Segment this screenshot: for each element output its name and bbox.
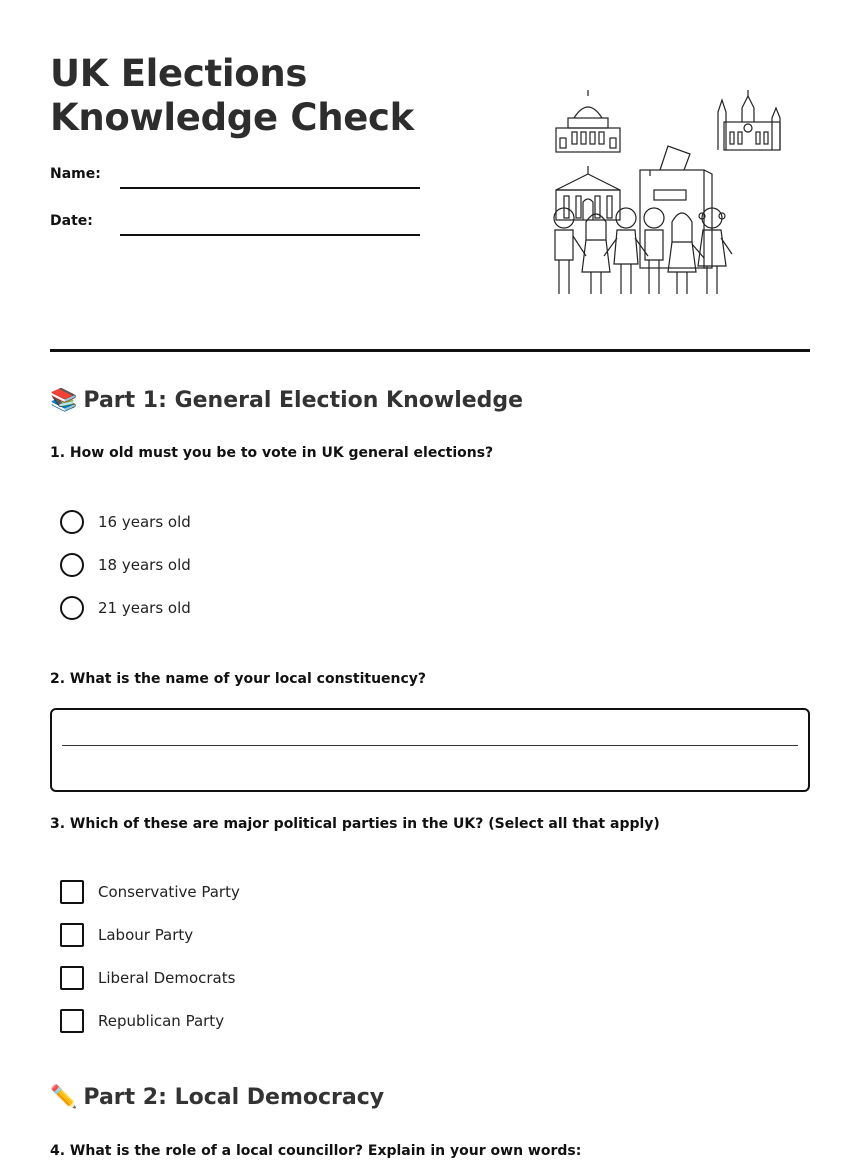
part2-heading-text: Part 2: Local Democracy <box>83 1085 385 1110</box>
q3-option-republican[interactable] <box>60 1008 224 1034</box>
option-label: 21 years old <box>98 599 191 617</box>
option-label: Liberal Democrats <box>98 969 236 987</box>
checkbox[interactable] <box>60 1009 84 1033</box>
question-2: 2. What is the name of your local constituency? <box>50 671 427 687</box>
page-title: UK Elections Knowledge Check <box>50 52 414 139</box>
option-label: 16 years old <box>98 513 191 531</box>
books-icon: 📚 <box>50 388 78 413</box>
q3-option-labour[interactable] <box>60 922 193 948</box>
option-label: Republican Party <box>98 1012 225 1030</box>
town-hall-icon <box>556 166 620 220</box>
constituency-answer-box[interactable] <box>50 708 810 792</box>
section-divider <box>50 349 810 352</box>
date-line[interactable] <box>120 234 420 236</box>
q3-option-conservative[interactable] <box>60 879 240 905</box>
checkbox[interactable] <box>60 966 84 990</box>
radio-button[interactable] <box>60 553 84 577</box>
name-label: Name: <box>50 166 101 182</box>
election-illustration <box>550 88 790 303</box>
question-4: 4. What is the role of a local councillor? Explain in your own words: <box>50 1143 582 1159</box>
ballot-box-icon <box>640 146 712 268</box>
pencil-icon: ✏️ <box>50 1085 78 1110</box>
q1-option-18[interactable] <box>60 552 191 578</box>
cathedral-icon <box>718 90 780 150</box>
radio-button[interactable] <box>60 596 84 620</box>
question-1: 1. How old must you be to vote in UK general elections? <box>50 445 494 461</box>
date-label: Date: <box>50 213 93 229</box>
question-3: 3. Which of these are major political parties in the UK? (Select all that apply) <box>50 816 660 832</box>
q3-option-libdem[interactable] <box>60 965 235 991</box>
parliament-building-icon <box>556 90 620 152</box>
q1-option-16[interactable] <box>60 509 191 535</box>
q1-option-21[interactable] <box>60 595 191 621</box>
answer-line <box>62 745 798 746</box>
radio-button[interactable] <box>60 510 84 534</box>
date-field[interactable] <box>50 213 420 237</box>
part1-heading-text: Part 1: General Election Knowledge <box>83 388 524 413</box>
option-label: 18 years old <box>98 556 191 574</box>
name-field[interactable] <box>50 166 420 190</box>
checkbox[interactable] <box>60 880 84 904</box>
option-label: Conservative Party <box>98 883 240 901</box>
option-label: Labour Party <box>98 926 194 944</box>
part1-heading <box>50 388 523 413</box>
part2-heading <box>50 1085 384 1110</box>
children-group-icon <box>554 208 732 294</box>
name-line[interactable] <box>120 187 420 189</box>
checkbox[interactable] <box>60 923 84 947</box>
